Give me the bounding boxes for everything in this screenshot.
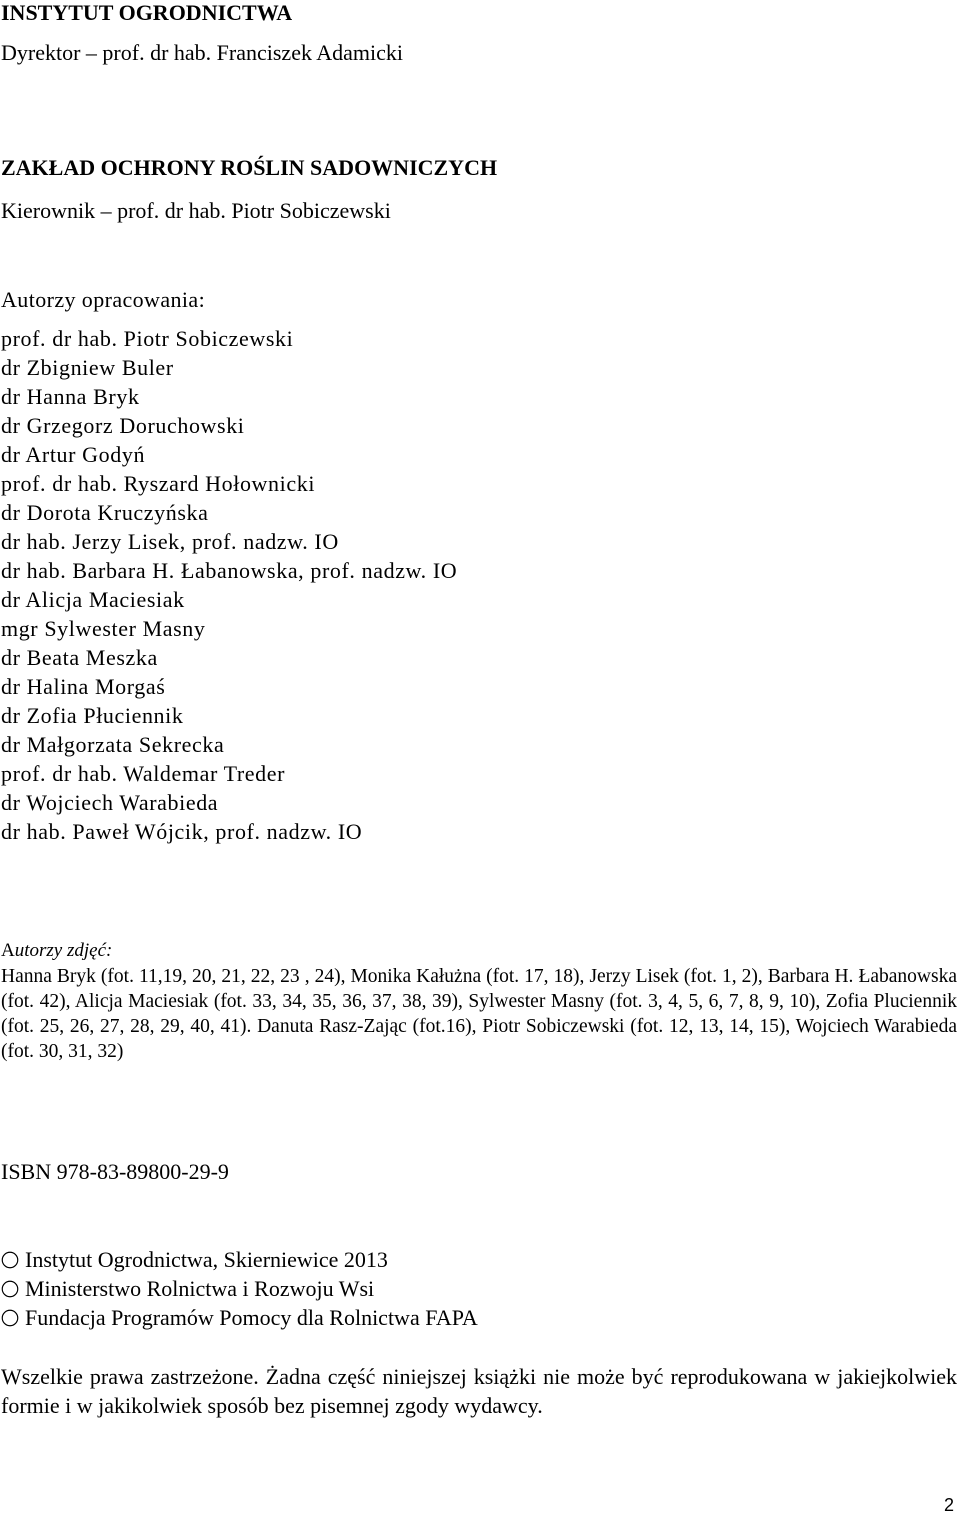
photo-authors-heading: [1, 939, 112, 963]
author-item: dr Beata Meszka: [1, 645, 158, 670]
author-item: dr Wojciech Warabieda: [1, 790, 219, 815]
author-item: dr Małgorzata Sekrecka: [1, 732, 225, 757]
department-head-line: Kierownik – prof. dr hab. Piotr Sobiczewski: [1, 198, 391, 223]
copyright-icon: [1, 1280, 19, 1298]
copyright-holder: Instytut Ogrodnictwa, Skierniewice 2013: [25, 1247, 388, 1272]
copyright-line: [0, 1247, 388, 1273]
director-line: Dyrektor – prof. dr hab. Franciszek Adamicki: [1, 40, 403, 65]
author-item: dr Artur Godyń: [1, 442, 146, 467]
page-number: 2: [943, 1495, 954, 1515]
author-item: dr hab. Paweł Wójcik, prof. nadzw. IO: [1, 819, 363, 844]
copyright-line: [0, 1276, 374, 1302]
isbn-number: ISBN 978-83-89800-29-9: [1, 1159, 229, 1184]
copyright-line: [0, 1305, 478, 1331]
department-name: ZAKŁAD OCHRONY ROŚLIN SADOWNICZYCH: [1, 155, 498, 180]
author-item: dr Zofia Płuciennik: [1, 703, 184, 728]
photo-credits: Hanna Bryk (fot. 11,19, 20, 21, 22, 23 , 24), Monika Kałużna (fot. 17, 18), Jerzy Lisek (fot. 1, 2), Barbara H. Łabanowska (fot. 42), Alicja Maciesiak (fot. 33, 34, 35, 36, 37, 38, 39), Sylwester Masny (fot. 3, 4, 5, 6, 7, 8, 9, 10), Zofia Pluciennik (fot. 25, 26, 27, 28, 29, 40, 41). Danuta Rasz-Zając (fot.16), Piotr Sobiczewski (fot. 12, 13, 14, 15), Wojciech Warabieda (fot. 30, 31, 32): [1, 966, 957, 1062]
author-item: dr Dorota Kruczyńska: [1, 500, 209, 525]
author-item: dr Halina Morgaś: [1, 674, 166, 699]
photo-heading-rest: utorzy zdjęć:: [14, 940, 113, 961]
author-item: prof. dr hab. Piotr Sobiczewski: [1, 326, 294, 351]
copyright-holder: Fundacja Programów Pomocy dla Rolnictwa FAPA: [25, 1305, 478, 1330]
institute-name: INSTYTUT OGRODNICTWA: [1, 0, 293, 25]
copyright-holder: Ministerstwo Rolnictwa i Rozwoju Wsi: [25, 1276, 375, 1301]
author-item: dr Zbigniew Buler: [1, 355, 174, 380]
author-item: dr hab. Jerzy Lisek, prof. nadzw. IO: [1, 529, 339, 554]
author-item: dr Hanna Bryk: [1, 384, 140, 409]
rights-notice: Wszelkie prawa zastrzeżone. Żadna część niniejszej książki nie może być reprodukowana w jakiejkolwiek formie i w jakikolwiek sposób bez pisemnej zgody wydawcy.: [1, 1364, 957, 1418]
author-item: prof. dr hab. Ryszard Hołownicki: [1, 471, 316, 496]
photo-heading-initial: A: [1, 940, 15, 961]
author-item: dr hab. Barbara H. Łabanowska, prof. nadzw. IO: [1, 558, 458, 583]
author-item: dr Alicja Maciesiak: [1, 587, 185, 612]
author-item: dr Grzegorz Doruchowski: [1, 413, 245, 438]
author-item: prof. dr hab. Waldemar Treder: [1, 761, 286, 786]
author-item: mgr Sylwester Masny: [1, 616, 206, 641]
authors-heading: Autorzy opracowania:: [1, 287, 206, 312]
copyright-icon: [1, 1251, 19, 1269]
copyright-icon: [1, 1309, 19, 1327]
